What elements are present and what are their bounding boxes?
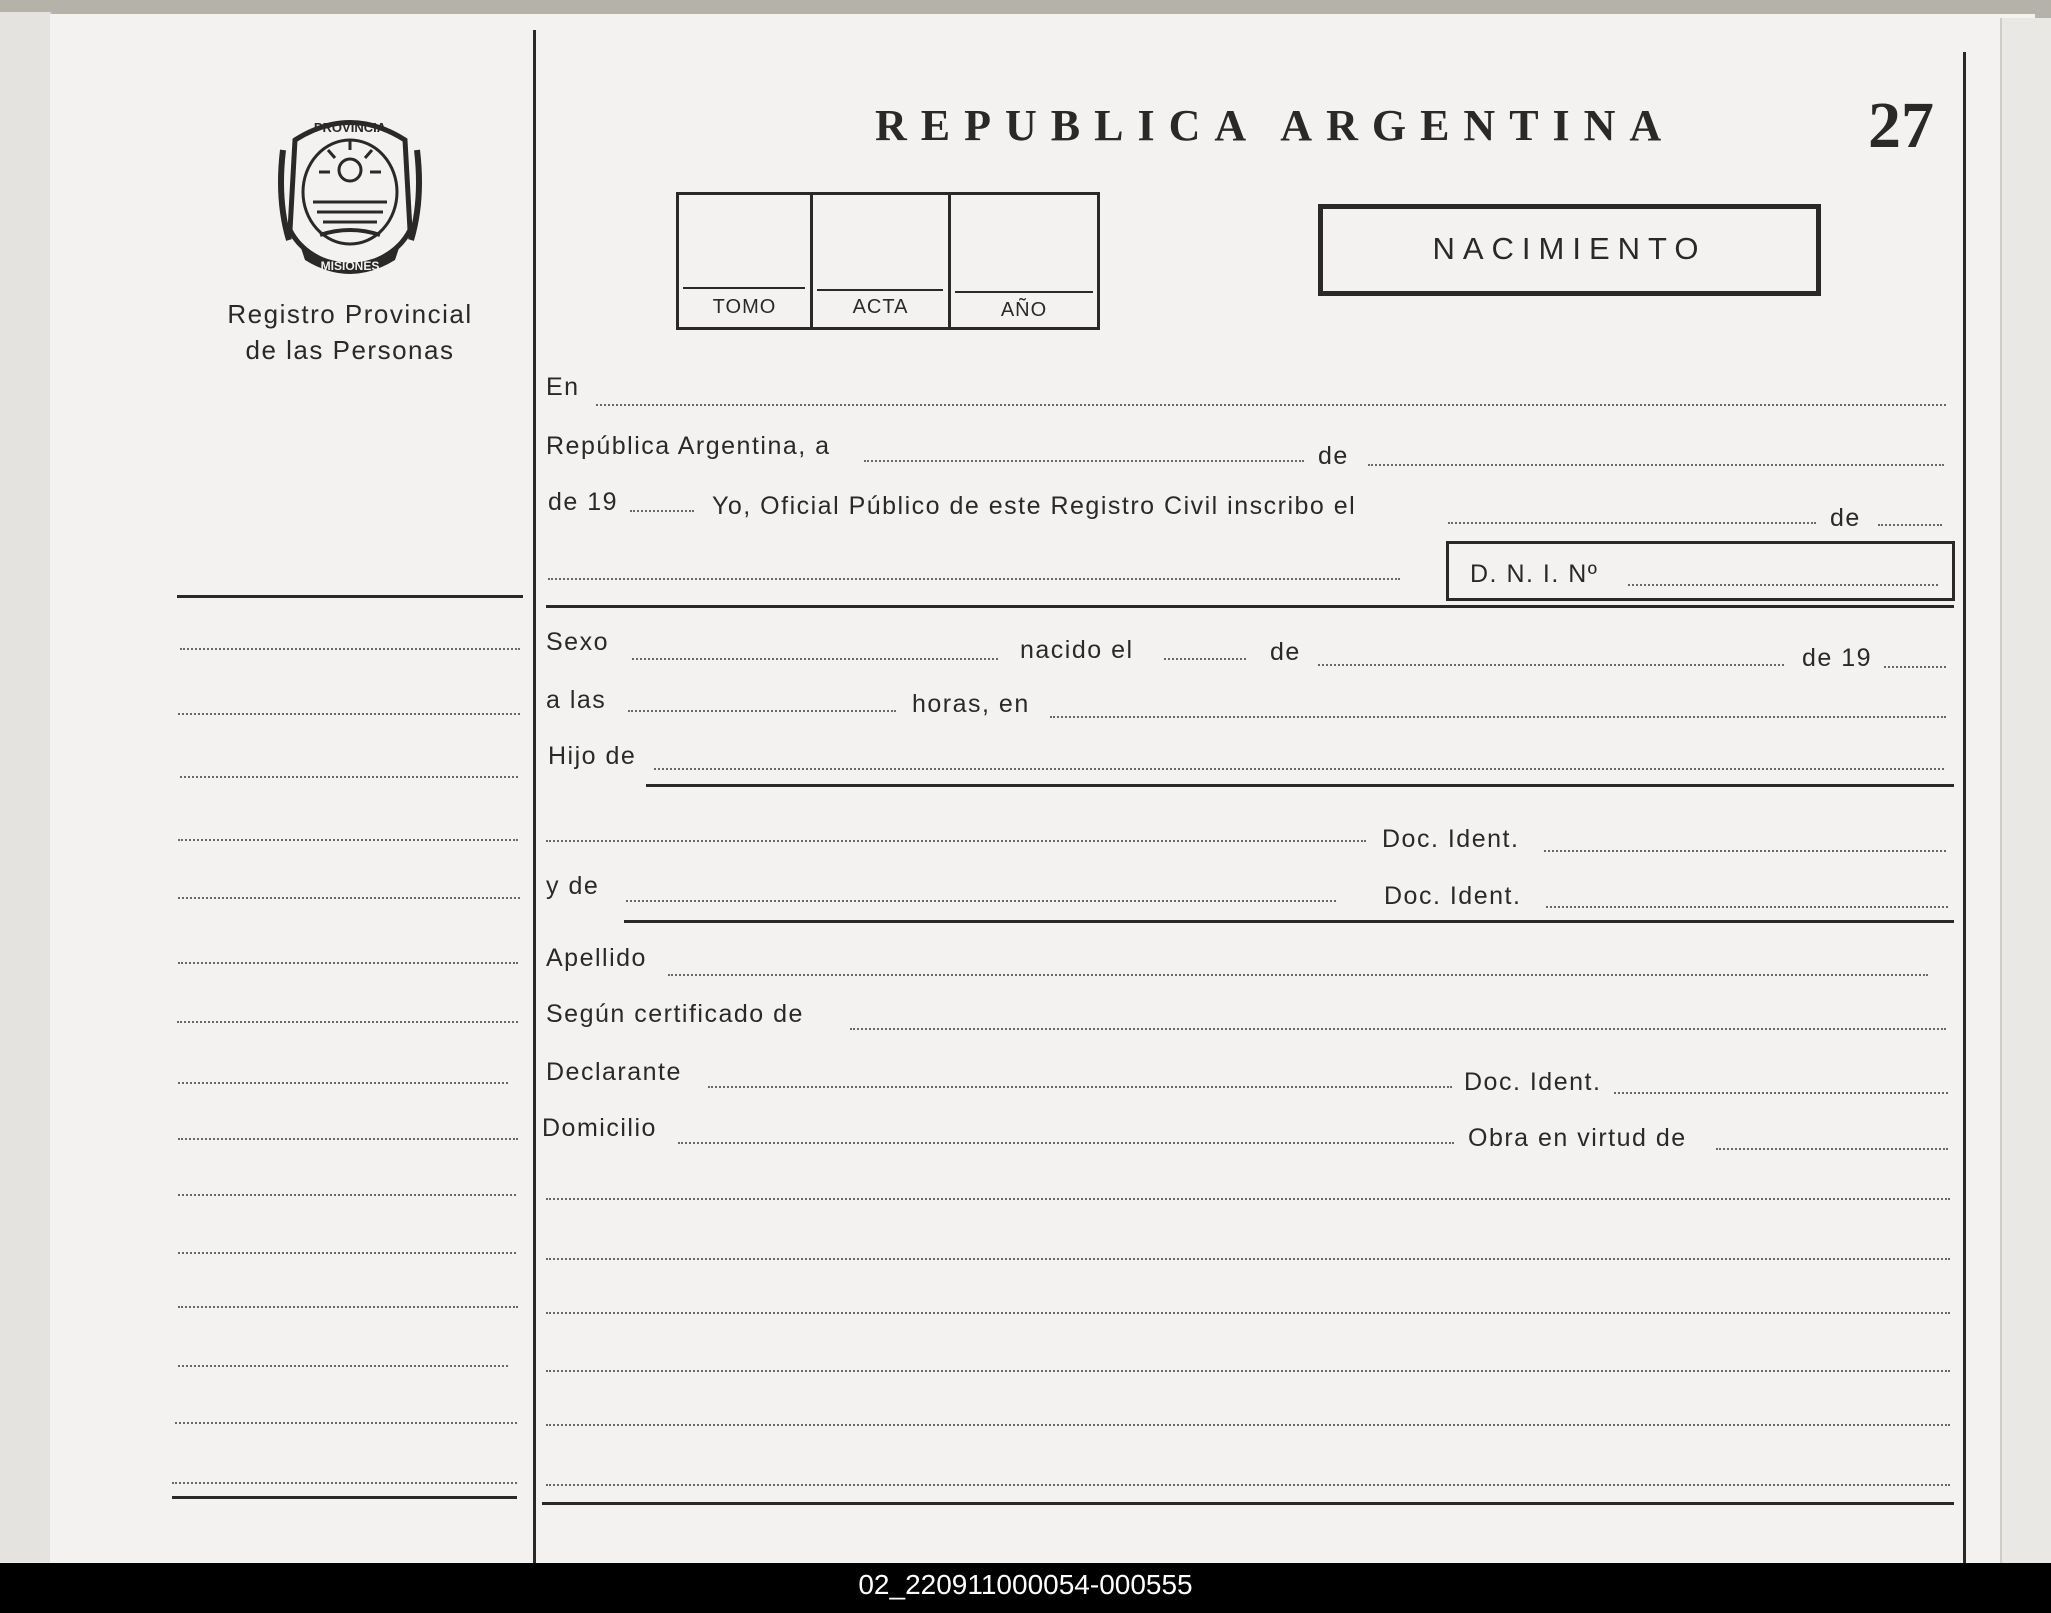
notes-line[interactable] [546,1484,1950,1486]
section-rule [546,605,1954,608]
reference-box-underline [817,289,943,291]
reference-box [676,192,1100,330]
lugar-field[interactable] [1050,716,1946,718]
apellido-field[interactable] [668,974,1928,976]
margin-line [180,776,518,778]
margin-line [178,897,520,899]
declarante-field[interactable] [708,1086,1452,1088]
segun-label: Según certificado de [546,1000,804,1028]
margin-line [178,1365,508,1367]
nacido-day-field[interactable] [1164,658,1246,660]
registry-name-line1: Registro Provincial [227,299,473,329]
tomo-label: TOMO [712,296,777,318]
left-page-edge [0,12,52,1562]
madre-rule [624,920,1954,923]
republica-label: República Argentina, a [546,432,831,460]
day-field[interactable] [864,460,1304,462]
notes-line[interactable] [546,1312,1950,1314]
form-bottom-rule [542,1502,1954,1505]
nacido-year-field[interactable] [1884,666,1946,668]
yde-label: y de [546,872,600,900]
de19-label: de 19 [548,488,619,516]
de19-label-2: de 19 [1802,644,1873,672]
svg-text:PROVINCIA: PROVINCIA [313,120,387,135]
notes-line[interactable] [546,1198,1950,1200]
margin-line [172,1482,517,1484]
de-label-3: de [1270,638,1301,666]
de-label: de [1318,442,1349,470]
domicilio-field[interactable] [678,1142,1454,1144]
margin-line [178,1082,508,1084]
certificado-field[interactable] [850,1028,1946,1030]
inscribo-field[interactable] [1448,522,1816,524]
doc-ident-label: Doc. Ident. [1382,825,1520,853]
margin-bottom-rule [172,1496,517,1499]
en-label: En [546,373,580,401]
notes-line[interactable] [546,1424,1950,1426]
padre-doc-field[interactable] [1544,850,1946,852]
acta-label: ACTA [852,296,909,318]
obra-label: Obra en virtud de [1468,1124,1687,1152]
month-field[interactable] [1368,464,1944,466]
margin-line [177,1021,518,1023]
obra-field[interactable] [1716,1148,1948,1150]
declarante-label: Declarante [546,1058,682,1086]
provincia-misiones-seal-icon [275,110,425,280]
scan-id-footer: 02_220911000054-000555 [0,1563,2051,1613]
margin-line [178,1138,518,1140]
dni-label: D. N. I. Nº [1470,560,1599,588]
margin-line [178,839,518,841]
madre-field[interactable] [626,900,1336,902]
padre-field-2[interactable] [546,840,1366,842]
padre-field[interactable] [654,768,1944,770]
column-divider [533,30,536,1563]
right-page-edge [2000,18,2051,1563]
document-title: REPUBLICA ARGENTINA [875,101,1676,150]
sexo-field[interactable] [632,658,998,660]
inscribo-de-field[interactable] [1878,524,1942,526]
apellido-label: Apellido [546,944,647,972]
madre-doc-field[interactable] [1546,906,1948,908]
hora-field[interactable] [628,710,896,712]
declarante-doc-field[interactable] [1614,1092,1948,1094]
anio-label: AÑO [1000,299,1048,321]
margin-line [178,1194,516,1196]
en-field[interactable] [596,404,1946,406]
notes-line[interactable] [546,1258,1950,1260]
notes-line[interactable] [546,1370,1950,1372]
doc-ident-label-2: Doc. Ident. [1384,882,1522,910]
dni-field[interactable] [1628,584,1938,586]
nacido-label: nacido el [1020,636,1134,664]
page-number: 27 [1868,89,1934,162]
margin-top-rule [177,595,523,598]
margin-line [178,713,520,715]
horas-label: horas, en [912,690,1030,718]
hijo-label: Hijo de [548,742,637,770]
margin-line [178,1252,516,1254]
margin-line [178,962,518,964]
svg-text:MISIONES: MISIONES [320,259,380,273]
right-border [1963,52,1966,1563]
oficial-label: Yo, Oficial Público de este Registro Civil inscribo el [712,492,1357,520]
nacido-month-field[interactable] [1318,664,1784,666]
reference-box-underline [955,291,1093,293]
sexo-label: Sexo [546,628,609,656]
margin-line [178,1306,518,1308]
year-field[interactable] [630,510,694,512]
domicilio-label: Domicilio [542,1114,657,1142]
margin-line [175,1422,517,1424]
registry-name-line2: de las Personas [245,335,455,365]
padre-rule [646,784,1954,787]
de-label-2: de [1830,504,1861,532]
act-type-badge: NACIMIENTO [1318,204,1821,296]
reference-box-underline [683,287,805,289]
margin-line [180,648,520,650]
inscribo-name-field[interactable] [548,578,1400,580]
alas-label: a las [546,686,607,714]
doc-ident-label-3: Doc. Ident. [1464,1068,1602,1096]
